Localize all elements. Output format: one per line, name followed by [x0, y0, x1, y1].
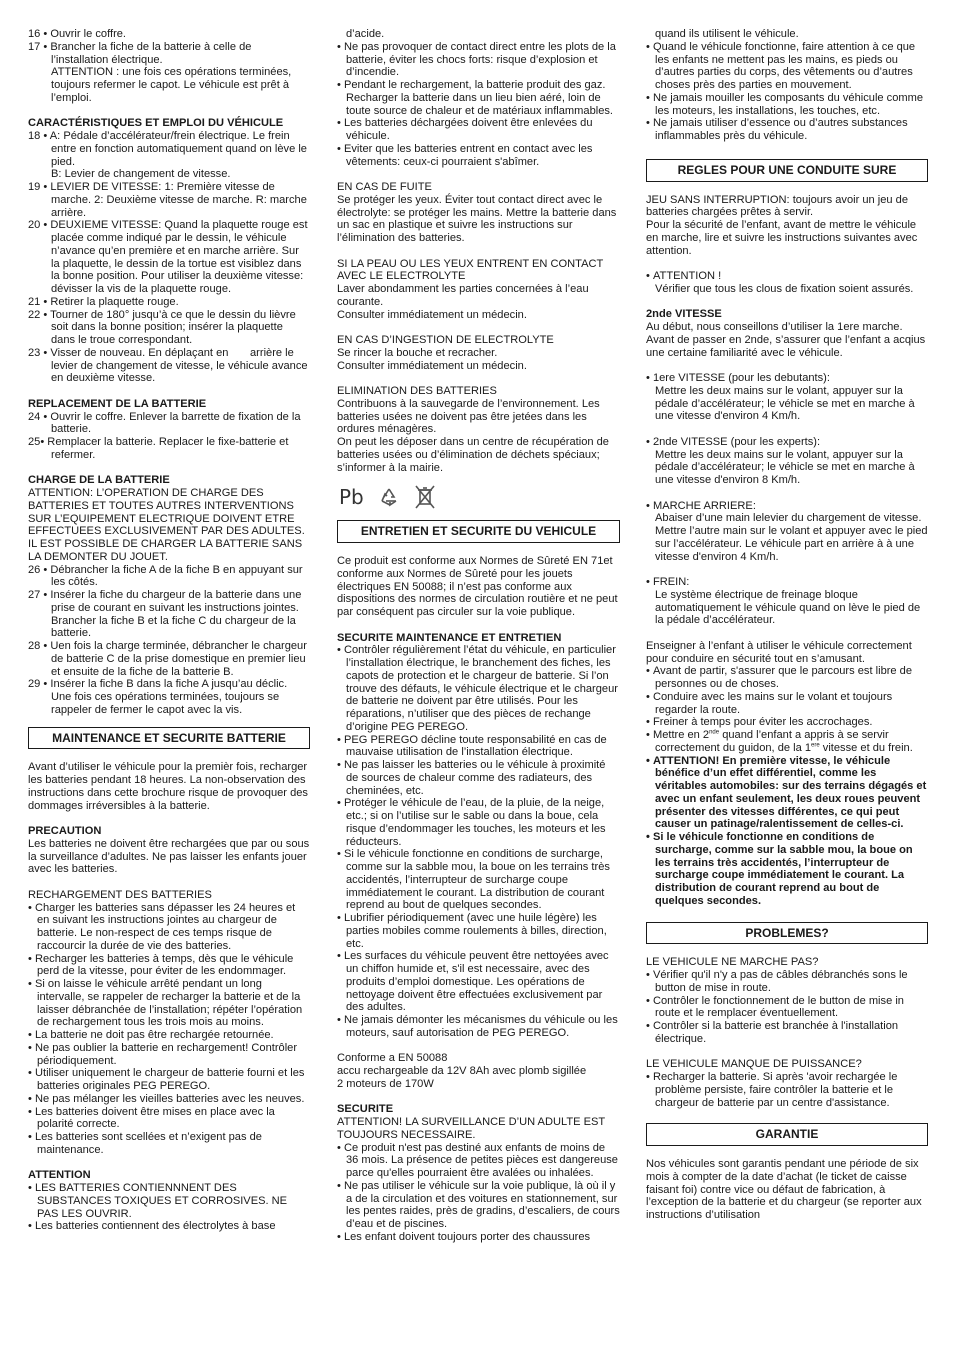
list-item: • Les batteries contiennent des électrolytes à base — [28, 1220, 310, 1233]
maintenance-paragraph: Avant d’utiliser le véhicule pour la premièr fois, recharger les batteries pendant 18 heures. La non-observation des instructions dans cette brochure risque de provoquer des dommages irréversibles à la batterie. — [28, 761, 308, 812]
continuation-text: quand ils utilisent le véhicule. — [655, 28, 799, 40]
list-item: • Les batteries déchargées doivent être enlevées du véhicule. — [337, 117, 620, 143]
list-item: • Conduire avec les mains sur le volant et toujours regarder la route. — [646, 691, 928, 717]
list-item: • Les batteries sont scellées et n’exigent pas de maintenance. — [28, 1131, 310, 1157]
step-22: 22 • Tourner de 180° jusqu’à ce que le dessin du lièvre soit dans la bonne position; insérer la plaquette dans le troue correspondant. — [28, 308, 296, 346]
list-item: • Ne pas utiliser le véhicule sur la voie publique, là où il y a de la circulation et des voitures en stationnement, sur les pentes raides, près de gradins, d’escaliers, de cours d’eau et de piscines. — [337, 1180, 620, 1231]
step-29: 29 • Insérer la fiche B dans la fiche A jusqu’au déclic. Une fois ces opérations terminées, toujours se rappeler de fermer le capot avec la vis. — [28, 678, 288, 716]
list-item: • Si le véhicule fonctionne en conditions de surcharge, comme sur la sabble mou, la boue on les terrains très accidentés, l’interrupteur de surcharge coupe immédiatement le courant. La distribution de courant reprend au bout de quelques secondes. — [337, 848, 620, 912]
list-item: • Ne pas laisser les batteries ou le véhicule à proximité de sources de chaleur comme des radiateurs, des cheminées, etc. — [337, 759, 620, 797]
heading-securite: SECURITE — [337, 1103, 394, 1116]
step-19: 19 • LEVIER DE VITESSE: 1: Première vitesse de marche. 2: Deuxième vitesse de marche. R: marche arrière. — [28, 181, 307, 219]
securite-paragraph: ATTENTION! LA SURVEILLANCE D’UN ADULTE EST TOUJOURS NECESSAIRE. — [337, 1116, 605, 1141]
heading-ingestion: EN CAS D’INGESTION DE ELECTROLYTE — [337, 334, 554, 346]
column-2 — [337, 28, 620, 1244]
step-17: 17 • Brancher la fiche de la batterie à celle de l’installation électrique. — [28, 40, 252, 66]
disposal-symbols — [339, 482, 620, 512]
heading-securite-maintenance: SECURITE MAINTENANCE ET ENTRETIEN — [337, 631, 562, 644]
heading-charge: CHARGE DE LA BATTERIE — [28, 474, 170, 487]
list-item: • Ne pas mélanger les vieilles batteries avec les neuves. — [28, 1093, 310, 1106]
list-item: • Ne jamais mouiller les composants du véhicule comme les moteurs, les installations, les touches, etc. — [646, 92, 928, 118]
vitesse-1-title: • 1ere VITESSE (pour les debutants): — [646, 372, 928, 385]
step-17-attention: ATTENTION : une fois ces opérations terminées, toujours refermer le capot. Le véhicule est prêt à l’emploi. — [51, 66, 292, 104]
fuite-paragraph: Se protéger les yeux. Éviter tout contact direct avec le électrolyte: se protéger les mains. Mettre la batterie dans un sac en plastique et suivre les instructions sur l’élimination des batteries. — [337, 193, 617, 244]
step-27: 27 • Insérer la fiche du chargeur de la batterie dans une prise de courant en suivant les instructions jointes. Brancher la fiche B et la fiche C du chargeur de la batterie. — [28, 589, 302, 640]
peau-paragraph-1: Laver abondamment les parties concernées à l’eau courante. — [337, 283, 589, 308]
heading-attention: ATTENTION — [28, 1169, 91, 1182]
section-box-maintenance: MAINTENANCE ET SECURITE BATTERIE — [28, 727, 310, 750]
continuation-text: d’acide. — [346, 28, 385, 40]
list-item: • Quand le véhicule fonctionne, faire attention à ce que les enfants ne mettent pas les mains, es pieds ou d’autres parties du corps, des vêtements ou d’autres choses près des parties en mouvement. — [646, 41, 928, 92]
step-25: 25• Remplacer la batterie. Replacer le fixe-batterie et refermer. — [28, 436, 289, 461]
step-18: 18 • A: Pédale d’accélérateur/frein électrique. Le frein entre en fonction automatiquement quand on lève le pied. — [28, 130, 307, 168]
step-16: 16 • Ouvrir le coffre. — [28, 28, 127, 40]
ingestion-paragraph-1: Se rincer la bouche et recracher. — [337, 346, 498, 359]
section-box-problemes: PROBLEMES? — [646, 922, 928, 945]
marche-arriere-title: • MARCHE ARRIERE: — [646, 500, 928, 513]
list-item: • LES BATTERIES CONTIENNNENT DES SUBSTANCES TOXIQUES ET CORROSIVES. NE PAS LES OUVRIR. — [28, 1182, 310, 1220]
heading-puissance: LE VEHICULE MANQUE DE PUISSANCE? — [646, 1058, 862, 1071]
heading-precaution: PRECAUTION — [28, 825, 102, 837]
jeu-paragraph-2: Pour la sécurité de l’enfant, avant de mettre le véhicule en marche, lire et suivre les instructions suivantes avec attention. — [646, 219, 918, 257]
peau-paragraph-2: Consulter immédiatement un médecin. — [337, 308, 527, 321]
ingestion-paragraph-2: Consulter immédiatement un médecin. — [337, 359, 527, 372]
vitesse-2-text: Mettre les deux mains sur le volant, appuyer sur la pédale d’accélérateur; le véhicle se met en marche à une vitesse d'environ 8 Km/h. — [655, 448, 915, 486]
list-item: • Si on laisse le véhicule arrêté pendant un long intervalle, se rappeler de recharger la batterie et de la laisser débranchée de l’installation; répéter l’opération de rechargement tous les trois mois au moins. — [28, 978, 310, 1029]
list-item: • Recharger la batterie. Si après 'avoir rechargée le problème persiste, faire contrôler la batterie et le chargeur de batterie par un centre d'assistance. — [646, 1071, 928, 1109]
list-item: • La batterie ne doit pas être rechargée retournée. — [28, 1029, 310, 1042]
section-box-entretien: ENTRETIEN ET SECURITE DU VEHICULE — [337, 520, 620, 543]
heading-peau: SI LA PEAU OU LES YEUX ENTRENT EN CONTACT AVEC LE ELECTROLYTE — [337, 257, 604, 283]
list-item: • Freiner à temps pour éviter les accrochages. — [646, 716, 928, 729]
frein-text: Le système électrique de freinage bloque automatiquement le véhicule quand on lève le pied de la pédale d’accélérateur. — [655, 588, 921, 627]
step-18b: B: Levier de changement de vitesse. — [51, 168, 231, 181]
list-item-bold: • ATTENTION! En première vitesse, le véhicule bénéfice d’un effet différentiel, comme les véritables automobiles: sur des terrains dégagés et avec un enfant seulement, les deux roues peuvent présenter des vitesses différentes, ce qui peut causer un patinage/ralentissement de celles-ci. — [646, 755, 928, 832]
list-item: • Avant de partir, s'assurer que le parcours est libre de personnes ou de choses. — [646, 665, 928, 691]
conformity-1: Conforme a EN 50088 — [337, 1052, 448, 1065]
column-1 — [28, 28, 310, 1233]
precaution-paragraph: Les batteries ne doivent être rechargées que par ou sous la surveillance d’adultes. Ne pas laisser les enfants jouer avec les batteries. — [28, 837, 310, 876]
attention-text: Vérifier que tous les clous de fixation soient assurés. — [655, 282, 914, 295]
vitesse-1-text: Mettre les deux mains sur le volant, appuyer sur la pédale d’accélérateur; le véhicle se met en marche à une vitesse d'environ 4 Km/h. — [655, 384, 915, 423]
list-item: • Ne jamais démonter les mécanismes du véhicule ou les moteurs, sauf autorisation de PEG PEREGO. — [337, 1014, 620, 1040]
crossed-bin-icon — [414, 484, 436, 510]
section-box-garantie: GARANTIE — [646, 1123, 928, 1146]
list-item: • Eviter que les batteries entrent en contact avec les vêtements: ceux-ci pourraient s'abîmer. — [337, 143, 620, 169]
list-item: • Contrôler régulièrement l’état du véhicule, en particulier l’installation électrique, le branchement des fiches, les capots de protection et le chargeur de batterie. Si l’on trouve des défauts, le véhicule électrique et le chargeur de batterie ne doivent par être utilisés. Pour les réparations, n’utiliser que des pièces de rechange d’origine PEG PEREGO. — [337, 644, 620, 733]
list-item: • Mettre en 2nde quand l’enfant a appris à se servir correctement du guidon, de la 1ere vitesse et du frein. — [646, 729, 928, 755]
heading-rechargement: RECHARGEMENT DES BATTERIES — [28, 888, 212, 901]
garantie-paragraph: Nos véhicules sont garantis pendant une période de six mois à compter de la date d’achat (le ticket de caisse faisant foi) contre vice ou défaut de fabrication, à l’exception de la batterie et du chargeur (se reporter aux instructions d’utilisation — [646, 1158, 922, 1221]
list-item: • PEG PEREGO décline toute responsabilité en cas de mauvaise utilisation de l’installation électrique. — [337, 734, 620, 760]
step-20: 20 • DEUXIEME VITESSE: Quand la plaquette rouge est placée comme indiqué par le dessin, le véhicule n’avance qu’en première et en marche arrière. Sur la plaquette, le dessin de la tortue est visiblez dans la bonne position. Pour utiliser la deuxième vitesse: dévisser la vis de la plaquette rouge. — [28, 219, 308, 295]
heading-fuite: EN CAS DE FUITE — [337, 181, 432, 193]
list-item: • Lubrifier périodiquement (avec une huile légère) les parties mobiles comme roulements à billes, direction, etc. — [337, 912, 620, 950]
list-item: • Protéger le véhicule de l’eau, de la pluie, de la neige, etc.; si on l’utilise sur le sable ou dans la boue, cela risque d’endommager les touches, les moteurs et les réducteurs. — [337, 797, 620, 848]
list-item: • Utiliser uniquement le chargeur de batterie fourni et les batteries originales PEG PEREGO. — [28, 1067, 310, 1093]
step-26: 26 • Débrancher la fiche A de la fiche B en appuyant sur les côtés. — [28, 563, 303, 589]
list-item: • Pendant le rechargement, la batterie produit des gaz. Recharger la batterie dans un lieu bien aéré, loin de toute source de chaleur et de matériaux inflammables. — [337, 79, 620, 117]
heading-replacement: REPLACEMENT DE LA BATTERIE — [28, 397, 207, 410]
list-item: • Ne jamais utiliser d’essence ou d’autres substances inflammables près du véhicule. — [646, 117, 928, 143]
heading-2nde-vitesse: 2nde VITESSE — [646, 308, 722, 321]
attention-title: • ATTENTION ! — [646, 270, 928, 283]
list-item: • Contrôler le fonctionnement de le button de mise in route et le remplacer éventuellement. — [646, 995, 928, 1021]
recycle-icon — [378, 486, 400, 508]
section-box-regles: REGLES POUR UNE CONDUITE SURE — [646, 159, 928, 182]
step-28: 28 • Uen fois la charge terminée, débrancher le chargeur de batterie C de la prise domestique en premier lieu et ensuite de la fiche de la batterie B. — [28, 640, 307, 678]
list-item: • Vérifier qu'il n'y a pas de câbles débranchés sons le button de mise in route. — [646, 969, 928, 995]
heading-caracteristiques: CARACTÉRISTIQUES ET EMPLOI DU VÉHICULE — [28, 117, 284, 130]
column-3 — [646, 28, 928, 1222]
list-item: • Ne pas provoquer de contact direct entre les plots de la batterie, éviter les chocs forts: risque d’explosion et d’incendie. — [337, 41, 620, 79]
heading-ne-marche-pas: LE VEHICULE NE MARCHE PAS? — [646, 956, 819, 969]
conformity-3: 2 moteurs de 170W — [337, 1077, 434, 1090]
jeu-paragraph-1: JEU SANS INTERRUPTION: toujours avoir un jeu de batteries chargées prêtes à servir. — [646, 193, 909, 219]
list-item: • Ne pas oublier la batterie en rechargement! Contrôler périodiquement. — [28, 1042, 310, 1068]
charge-attention: ATTENTION: L’OPERATION DE CHARGE DES BATTERIES ET TOUTES AUTRES INTERVENTIONS SUR L’EQUIPEMENT ELECTRIQUE DOIVENT ETRE EFFECTUEES EXCLUSIVEMENT PAR DES ADULTES. IL EST POSSIBLE DE CHARGER LA BATTERIE SANS LA DEMONTER DU JOUET. — [28, 487, 305, 563]
list-item: • Les batteries doivent être mises en place avec la polarité correcte. — [28, 1106, 310, 1132]
marche-arriere-text: Abaiser d’une main lelevier du chargement de vitesse. Mettre l’autre main sur le volant et appuyer avec le pied sur l’accélérateur. Le véhicule part en arrière à à une vitesse d'environ 4 Km/h. — [655, 512, 928, 563]
list-item: • Charger les batteries sans dépasser les 24 heures et en suivant les instructions jointes au chargeur de batterie. Le non-respect de ces temps risque de raccourcir la durée de vie des batteries. — [28, 902, 310, 953]
list-item: • Ce produit n'est pas destiné aux enfants de moins de 36 mois. La présence de petites pièces est dangereuse parce qu'elles pourraient être avalées ou inhalées. — [337, 1142, 620, 1180]
conformity-2: accu rechargeable da 12V 8Ah avec plomb sigillée — [337, 1065, 587, 1077]
list-item: • Contrôler si la batterie est branchée à l'installation électrique. — [646, 1020, 928, 1046]
frein-title: • FREIN: — [646, 576, 928, 589]
lead-symbol: Pb — [339, 484, 364, 509]
enseigner-paragraph: Enseigner à l’enfant à utiliser le véhicule correctement pour conduire en sécurité tout en s’amusant. — [646, 639, 912, 665]
list-item: • Les enfant doivent toujours porter des chaussures — [337, 1231, 620, 1244]
step-21: 21 • Retirer la plaquette rouge. — [28, 295, 179, 308]
entretien-paragraph: Ce produit est conforme aux Normes de Sûreté EN 71et conforme aux Normes de Sûreté pour les jouets électriques EN 50088; il n’est pas conforme aux dispositions des normes de circulation routière et ne peut par conséquent pas circuler sur la voie publique. — [337, 555, 618, 618]
elimination-paragraph-1: Contribuons à la sauvegarde de l’environnement. Les batteries usées ne doivent pas être jetées dans les ordures ménagères. — [337, 397, 600, 436]
vitesse-2-title: • 2nde VITESSE (pour les experts): — [646, 436, 928, 449]
2nde-vitesse-paragraph: Au début, nous conseillons d’utiliser la 1ere marche. Avant de passer en 2nde, s’assurer que l’enfant a acqius une certaine familiarité avec le véhicule. — [646, 321, 926, 359]
elimination-paragraph-2: On peut les déposer dans un centre de récupération de batteries usées ou d’élimination de déchets spéciaux; s’informer à la mairie. — [337, 436, 609, 474]
step-23: 23 • Visser de nouveau. En déplaçant en arrière le levier de changement de vitesse, le véhicule avance en deuxième vitesse. — [28, 346, 311, 385]
list-item-bold: • Si le véhicule fonctionne en conditions de surcharge, comme sur la sabble mou, la boue on les terrains très accidentés, l’interrupteur de surcharge coupe immédiatement le courant. La distribution de courant reprend au bout de quelques secondes. — [646, 831, 928, 908]
list-item: • Recharger les batteries à temps, dès que le véhicule perd de la vitesse, pour éviter de les endommager. — [28, 953, 310, 979]
step-24: 24 • Ouvrir le coffre. Enlever la barrette de fixation de la batterie. — [28, 410, 301, 436]
heading-elimination: ELIMINATION DES BATTERIES — [337, 385, 497, 397]
list-item: • Les surfaces du véhicule peuvent être nettoyées avec un chiffon humide et, s'il est necessaire, avec des produits d’emploi domestique. Les opérations de nettoyage doivent être effectuées exclusivement par des adultes. — [337, 950, 620, 1014]
